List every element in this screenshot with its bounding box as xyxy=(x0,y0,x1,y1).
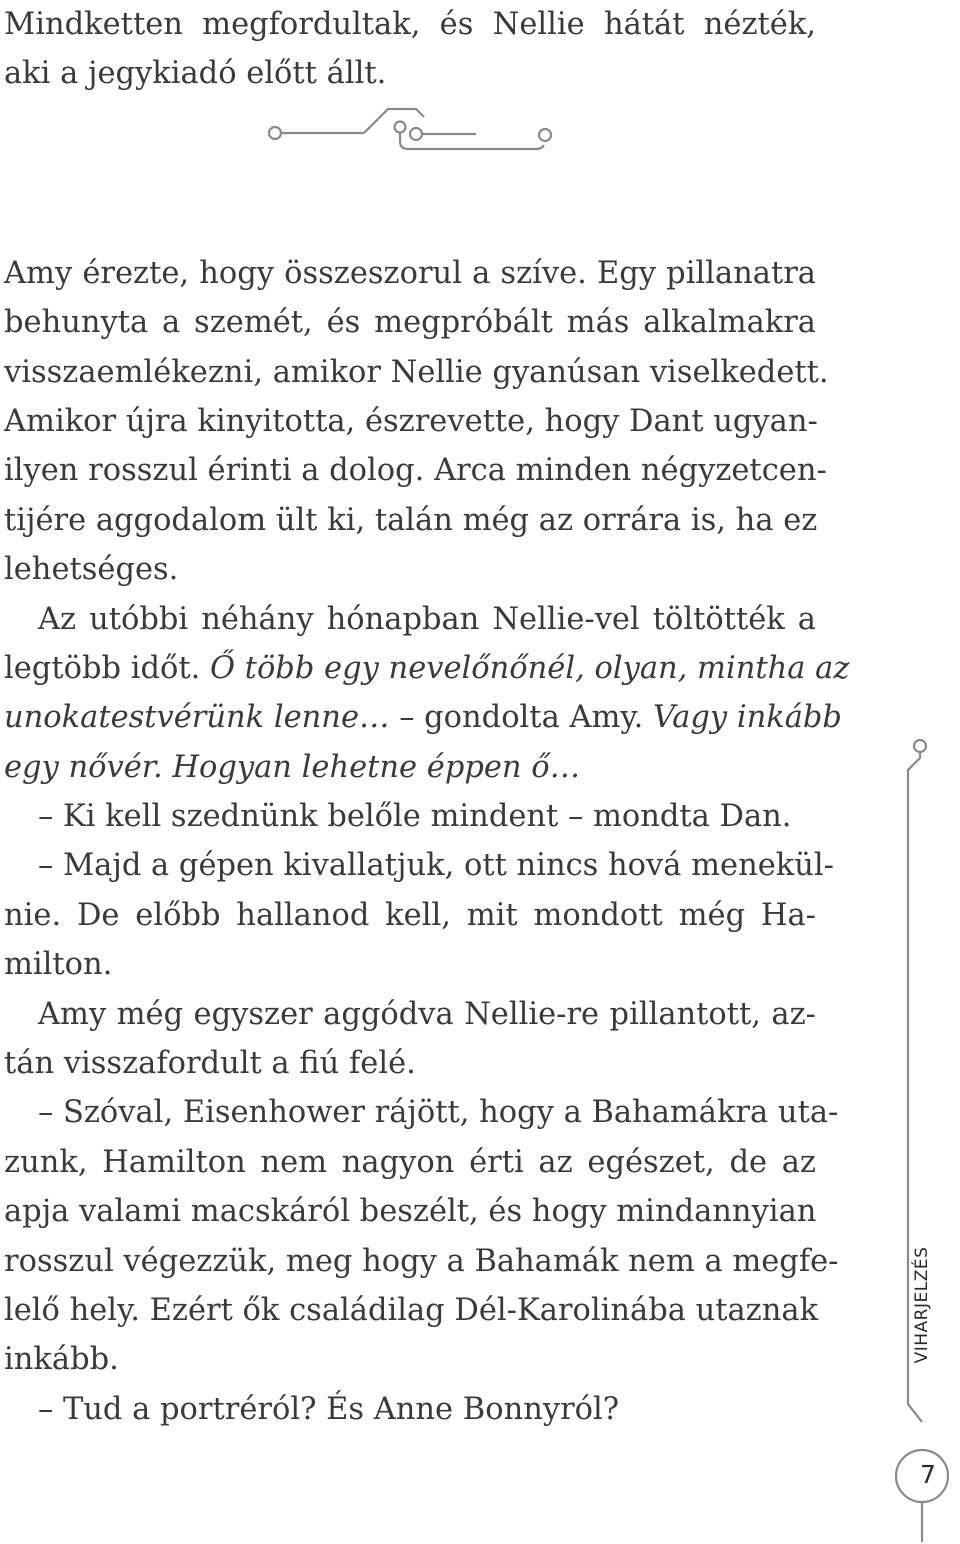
text-run: Amy még egyszer aggódva Nellie-re pillantott, az- xyxy=(38,996,816,1032)
text-run: legtöbb időt. xyxy=(4,650,210,686)
paragraph xyxy=(4,990,816,1089)
paragraph xyxy=(4,1088,839,1384)
text-run: tijére aggodalom ült ki, talán még az orrára is, ha ez xyxy=(4,502,818,538)
text-run: nie. De előbb hallanod kell, mit mondott még Ha- xyxy=(4,897,816,933)
body-text xyxy=(4,0,850,1434)
text-run: – Ki kell szednünk belőle mindent – mondta Dan. xyxy=(38,799,792,835)
text-run: lelő hely. Ezért ők családilag Dél-Karolinába utaznak xyxy=(4,1292,819,1328)
text-run: tán visszafordult a fiú felé. xyxy=(4,1046,416,1082)
text-line xyxy=(4,0,816,49)
text-run: – Majd a gépen kivallatjuk, ott nincs hová menekül- xyxy=(38,848,834,884)
text-line xyxy=(4,1385,816,1434)
text-line xyxy=(4,446,827,495)
text-run: lehetséges. xyxy=(4,552,179,588)
text-line xyxy=(4,1039,816,1088)
text-run: – Szóval, Eisenhower rájött, hogy a Bahamákra uta- xyxy=(38,1095,839,1131)
text-run-italic: Vagy inkább xyxy=(652,700,842,736)
text-run: rosszul végezzük, meg hogy a Bahamák nem a megfe- xyxy=(4,1243,839,1279)
paragraph xyxy=(4,595,850,793)
text-line xyxy=(4,1138,816,1187)
text-line xyxy=(4,743,816,792)
text-run: – Tud a portréról? És Anne Bonnyról? xyxy=(38,1391,620,1427)
text-run-italic: unokatestvérünk lenne… xyxy=(4,700,390,736)
text-run-italic: Ő több egy nevelőnőnél, olyan, mintha az xyxy=(209,650,850,686)
text-line xyxy=(4,496,816,545)
text-line xyxy=(4,397,816,446)
text-line xyxy=(4,298,816,347)
text-line xyxy=(4,644,850,693)
text-run: Az utóbbi néhány hónapban Nellie-vel töltötték a xyxy=(38,601,816,637)
text-run: visszaemlékezni, amikor Nellie gyanúsan viselkedett. xyxy=(4,354,829,390)
paragraph xyxy=(4,841,834,989)
text-line xyxy=(4,891,816,940)
text-run: aki a jegykiadó előtt állt. xyxy=(4,56,387,92)
text-line xyxy=(4,792,816,841)
text-run: milton. xyxy=(4,947,113,983)
text-run: zunk, Hamilton nem nagyon érti az egészet, de az xyxy=(4,1144,816,1180)
paragraph xyxy=(4,249,829,595)
section-break xyxy=(4,99,816,249)
text-line xyxy=(4,49,816,98)
text-line xyxy=(4,545,816,594)
text-line xyxy=(4,1286,819,1335)
text-line xyxy=(4,693,842,742)
text-run: inkább. xyxy=(4,1342,119,1378)
text-line xyxy=(4,990,816,1039)
page-number: 7 xyxy=(920,1459,936,1489)
text-line xyxy=(4,1088,839,1137)
text-line xyxy=(4,348,829,397)
paragraph xyxy=(4,1385,816,1434)
text-line xyxy=(4,940,816,989)
paragraph xyxy=(4,792,816,841)
circuit-line-icon xyxy=(892,734,960,1544)
text-run: – gondolta Amy. xyxy=(389,700,653,736)
text-line xyxy=(4,1335,816,1384)
text-run: apja valami macskáról beszélt, és hogy mindannyian xyxy=(4,1194,817,1230)
text-run: ilyen rosszul érinti a dolog. Arca minden négyzetcen- xyxy=(4,453,827,489)
text-run: Amikor újra kinyitotta, észrevette, hogy Dant ugyan- xyxy=(4,403,818,439)
text-run: behunyta a szemét, és megpróbált más alkalmakra xyxy=(4,305,816,341)
text-line xyxy=(4,1187,816,1236)
text-line xyxy=(4,595,816,644)
chapter-title-vertical: VIHARJELZÉS xyxy=(912,1246,932,1364)
text-line xyxy=(4,841,834,890)
text-line xyxy=(4,249,816,298)
text-run: Mindketten megfordultak, és Nellie hátát nézték, xyxy=(4,7,816,42)
text-line xyxy=(4,1237,839,1286)
circuit-ornament-icon xyxy=(266,107,554,157)
text-run-italic: egy nővér. Hogyan lehetne éppen ő… xyxy=(4,749,581,785)
paragraph xyxy=(4,0,816,99)
text-run: Amy érezte, hogy összeszorul a szíve. Egy pillanatra xyxy=(4,255,816,291)
